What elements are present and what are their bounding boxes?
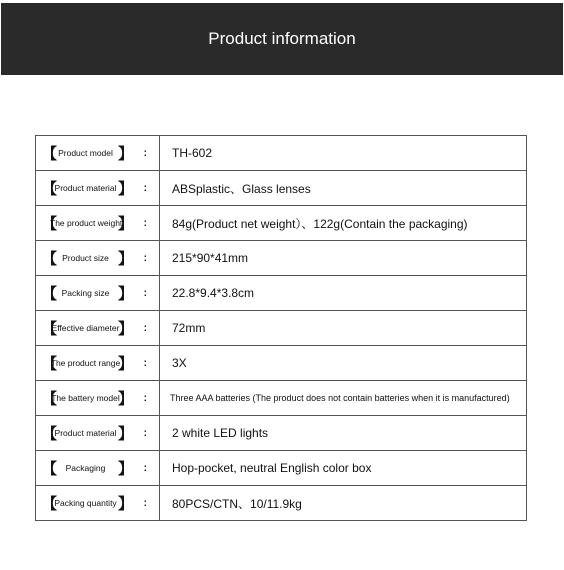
spec-label: The product range <box>50 358 121 368</box>
table-row <box>36 311 527 346</box>
spec-value: Hop-pocket, neutral English color box <box>160 451 527 486</box>
colon: : <box>143 253 147 265</box>
spec-label: Packing quantity <box>54 498 117 508</box>
colon: : <box>143 183 147 195</box>
spec-label-cell <box>36 311 160 346</box>
spec-label: Product material <box>54 428 117 438</box>
left-bracket: 【 <box>42 284 58 303</box>
spec-label: Effective diameter <box>51 323 120 333</box>
left-bracket: 【 <box>42 459 58 478</box>
spec-value: 72mm <box>160 311 527 346</box>
left-bracket: 【 <box>42 214 58 233</box>
right-bracket: 】 <box>117 179 133 198</box>
spec-label: Packaging <box>65 463 106 473</box>
spec-value: 84g(Product net weight）、122g(Contain the packaging) <box>160 206 527 241</box>
spec-label-cell <box>36 486 160 521</box>
spec-value: 80PCS/CTN、10/11.9kg <box>160 486 527 521</box>
right-bracket: 】 <box>117 354 133 373</box>
right-bracket: 】 <box>117 249 133 268</box>
left-bracket: 【 <box>42 354 58 373</box>
spec-label: Packing size <box>61 288 110 298</box>
spec-value: 2 white LED lights <box>160 416 527 451</box>
spec-label-cell <box>36 241 160 276</box>
spec-label: Product model <box>58 148 113 158</box>
colon: : <box>143 393 147 405</box>
spec-label-cell <box>36 206 160 241</box>
right-bracket: 】 <box>117 424 133 443</box>
left-bracket: 【 <box>42 179 58 198</box>
spec-label-cell <box>36 346 160 381</box>
table-row <box>36 381 527 416</box>
left-bracket: 【 <box>42 494 58 513</box>
spec-value: TH-602 <box>160 136 527 171</box>
right-bracket: 】 <box>117 284 133 303</box>
table-row <box>36 346 527 381</box>
table-row <box>36 486 527 521</box>
left-bracket: 【 <box>42 424 58 443</box>
colon: : <box>143 148 147 160</box>
spec-label-cell <box>36 171 160 206</box>
colon: : <box>143 498 147 510</box>
colon: : <box>143 288 147 300</box>
spec-value: ABSplastic、Glass lenses <box>160 171 527 206</box>
right-bracket: 】 <box>117 214 133 233</box>
table-row <box>36 136 527 171</box>
spec-table <box>35 135 527 521</box>
header-banner <box>1 3 563 75</box>
left-bracket: 【 <box>42 249 58 268</box>
left-bracket: 【 <box>42 319 58 338</box>
table-row <box>36 416 527 451</box>
colon: : <box>143 323 147 335</box>
table-row <box>36 451 527 486</box>
spec-value: 215*90*41mm <box>160 241 527 276</box>
spec-label-cell <box>36 451 160 486</box>
table-row <box>36 171 527 206</box>
spec-label-cell <box>36 381 160 416</box>
left-bracket: 【 <box>42 144 58 163</box>
colon: : <box>143 428 147 440</box>
spec-label: Product material <box>54 183 117 193</box>
spec-label: The product weight <box>50 218 123 228</box>
colon: : <box>143 358 147 370</box>
right-bracket: 】 <box>117 144 133 163</box>
spec-label-cell <box>36 416 160 451</box>
right-bracket: 】 <box>117 459 133 478</box>
colon: : <box>143 463 147 475</box>
spec-value: 22.8*9.4*3.8cm <box>160 276 527 311</box>
spec-value: Three AAA batteries (The product does not contain batteries when it is manufactured) <box>160 381 527 416</box>
spec-label: The battery model <box>51 393 120 403</box>
spec-label-cell <box>36 276 160 311</box>
page-title: Product information <box>208 29 356 48</box>
table-row <box>36 206 527 241</box>
right-bracket: 】 <box>117 389 133 408</box>
spec-value: 3X <box>160 346 527 381</box>
right-bracket: 】 <box>117 319 133 338</box>
spec-label-cell <box>36 136 160 171</box>
left-bracket: 【 <box>42 389 58 408</box>
table-row <box>36 276 527 311</box>
table-row <box>36 241 527 276</box>
spec-label: Product size <box>62 253 109 263</box>
right-bracket: 】 <box>117 494 133 513</box>
colon: : <box>143 218 147 230</box>
